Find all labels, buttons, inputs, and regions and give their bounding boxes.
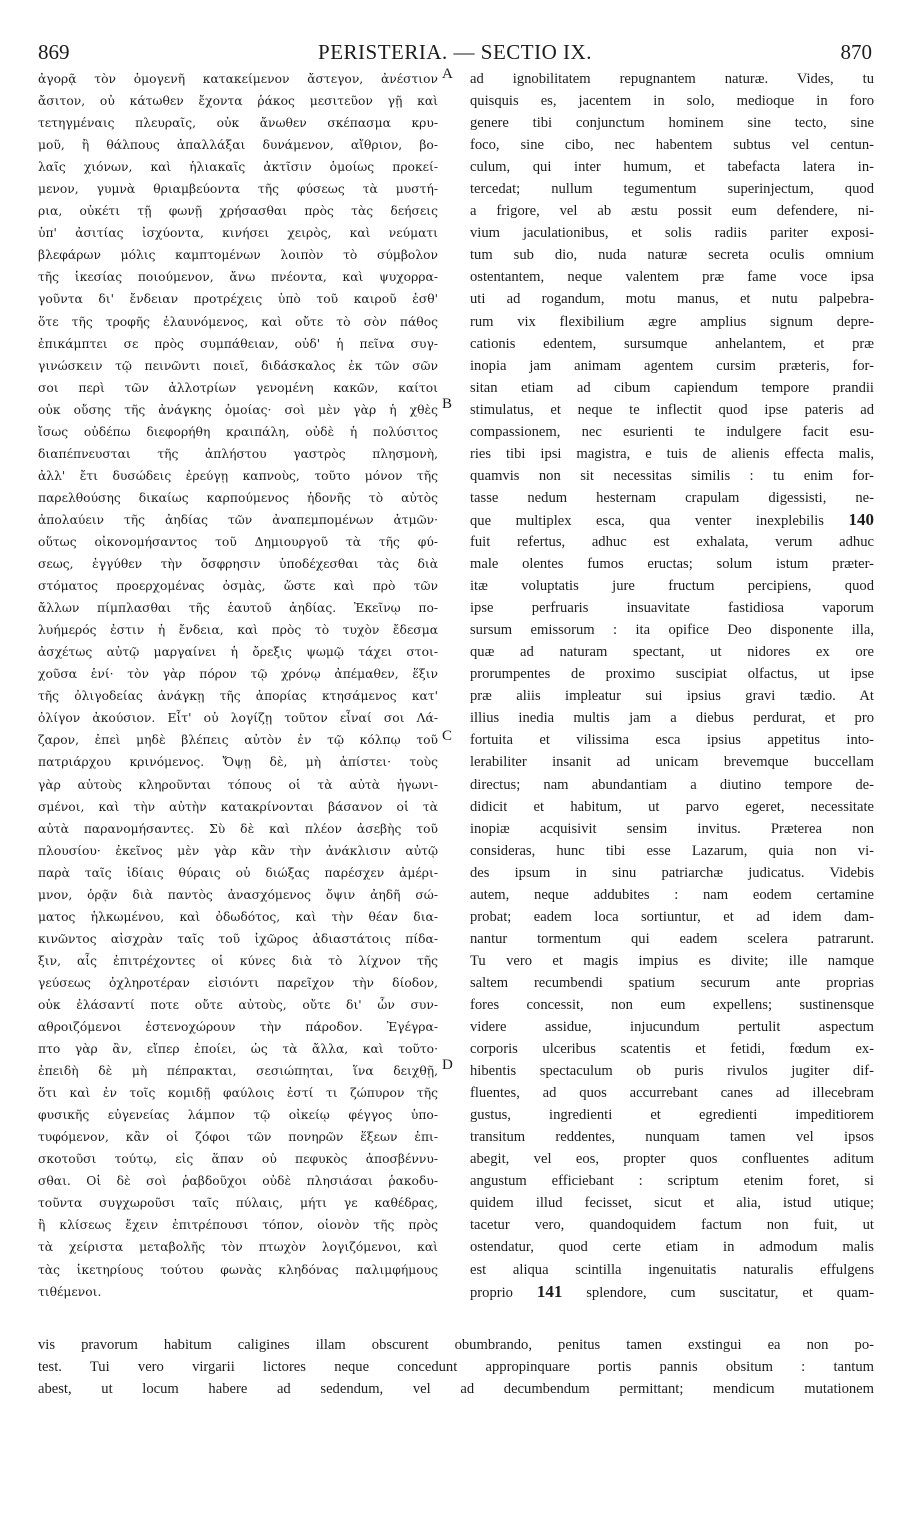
greek-line: ὑπ' ἀσιτίας ἰσχύοντα, κινήσει χειρὸς, καὶ νεύματι — [38, 226, 438, 241]
greek-line: ματος ἡλκωμένου, καὶ ὀδωδότος, καὶ τὴν θέαν δια- — [38, 909, 438, 924]
latin-line: lerabiliter insanit ad unicam brevemque buccellam — [470, 754, 874, 771]
greek-line: ζαρον, ἐπεὶ μηδὲ βλέπεις αὐτὸν ἐν τῷ κόλπῳ τοῦ — [38, 733, 438, 748]
latin-full-line: test. Tui vero virgarii lictores neque concedunt appropinquare portis pannis obsitum : tantum — [38, 1359, 874, 1376]
greek-line: διαπέπνευσται τῆς ἀπλήστου γαστρὸς πλησμονὴ, — [38, 446, 438, 461]
greek-line: τετηγμέναις πλευραῖς, οὐκ ἄνωθεν σκέπασμα κρυ- — [38, 116, 438, 131]
greek-line: σθαι. Οἱ δὲ σοὶ ῥαβδοῦχοι οὐδὲ πλησιάσαι ῥακοδυ- — [38, 1174, 438, 1189]
latin-line: sursum emissorum : ita opifice Deo disponente illa, — [470, 622, 874, 639]
greek-line: οὕτως οἰκονομήσαντος τοῦ Δημιουργοῦ τὰ τῆς φύ- — [38, 534, 438, 549]
greek-line: τιθέμενοι. — [38, 1284, 102, 1299]
greek-line: βλεφάρων μόλις καμπτομένων λοιπὸν τὸ σύμβολον — [38, 248, 438, 263]
greek-line: ἀλλ' ἔτι δυσώδεις ἐρεύγῃ καπνοὺς, τοῦτο μόνον τῆς — [38, 468, 438, 483]
section-marker-d: D — [442, 1057, 453, 1073]
latin-line: fluentes, ad quos accurrebant canes ad illecebram — [470, 1085, 874, 1102]
greek-line: ἢ κλίσεως ἔχειν ἐπιτρέπουσι τόπον, οἱονὸν τῆς πρὸς — [38, 1218, 438, 1233]
greek-line: τυφόμενον, κἂν οἱ ζόφοι τῶν πονηρῶν ἕξεων ἐπι- — [38, 1130, 438, 1145]
latin-line: a frigore, vel ab æstu possit eum defendere, ni- — [470, 203, 874, 220]
left-page-number: 869 — [38, 40, 70, 64]
latin-line: foco, sine cibo, nec habentem subtus vel centun- — [470, 137, 874, 154]
greek-line: χοῦσα ἑνί· τὸν γὰρ πόρον τῷ χρόνῳ ἀπέμαθεν, ἕξιν — [38, 667, 438, 682]
column-number-140: 140 — [848, 509, 874, 529]
latin-full-line: vis pravorum habitum caligines illam obscurent obumbrando, penitus tamen exstingui ea non po- — [38, 1337, 874, 1353]
greek-line: γοῦντα δι' ἔνδειαν προτρέχεις ὑπὸ τοῦ καιροῦ ἐσθ' — [38, 292, 438, 307]
greek-line: λυήμερός ἐστιν ἡ ἔνδεια, καὶ πρὸς τὸ τυχὸν ἔδεσμα — [38, 623, 438, 638]
latin-line: ad ignobilitatem repugnantem naturæ. Vides, tu — [470, 71, 874, 87]
greek-line: ὅτι καὶ ἐν τοῖς κομιδῇ φαύλοις ἐστί τι ζώπυρον τῆς — [38, 1086, 438, 1101]
latin-line: ostendatur, quod certe etiam in admodum malis — [470, 1239, 874, 1256]
latin-line: des ipsum in sinu patriarchæ judicatus. Videbis — [470, 864, 874, 881]
greek-text-column — [38, 68, 438, 1303]
greek-line: ἴσως οὐδέπω διεφορήθη κραιπάλη, οὐδὲ ἡ πολύσιτος — [38, 424, 438, 439]
greek-line: πτο γὰρ ἂν, εἴπερ ἐποίει, ὡς τὰ ἄλλα, καὶ τοῦτο· — [38, 1042, 438, 1057]
latin-line-text: que multiplex esca, qua venter inexplebilis — [470, 512, 824, 529]
greek-line: σοι περὶ τῶν ἀλλοτρίων γενομένη κακῶν, καίτοι — [38, 380, 438, 395]
latin-line: itæ voluptatis jure fructum percipiens, quod — [470, 578, 874, 595]
greek-line: ἀγορᾷ τὸν ὁμογενῆ κατακείμενον ἄστεγον, ἀνέστιον — [38, 72, 438, 86]
latin-line: quisquis es, jacentem in solo, medioque in foro — [470, 93, 874, 110]
greek-line: ὅτε τῆς τροφῆς ἐλαυνόμενος, καὶ οὔτε τὸ σὸν πάθος — [38, 314, 438, 329]
latin-line: tercedat; nullum tegumentum superinjectum, quod — [470, 181, 874, 198]
greek-line: ξιν, αἷς ἐπιτρέχοντες οἱ κύνες διὰ τὸ λίχνον τῆς — [38, 953, 438, 968]
greek-line: γεύσεως ὀχληροτέραν εἰσιόντι παρεῖχον τὴν δίοδον, — [38, 975, 438, 990]
latin-line: illius inedia multis jam a diebus perdurat, et pro — [470, 710, 874, 727]
column-number-141: 141 — [536, 1281, 563, 1301]
running-title: PERISTERIA. — SECTIO IX. — [318, 40, 592, 64]
latin-line: quamvis non sit necessitas similis : tu enim for- — [470, 467, 874, 484]
latin-line: sitan etiam ad cibum capiendum tempore prandii — [470, 379, 874, 396]
latin-line: inopiæ acquisivit sensim invitus. Præterea non — [470, 820, 874, 837]
greek-line: τοῦντα συγχωροῦσι ταῖς πύλαις, μήτι γε καθέδρας, — [38, 1196, 438, 1211]
latin-line: male olentes fumos eructas; solum istum præter- — [470, 556, 874, 573]
greek-line: οὐκ ἐλάσαντί ποτε οὔτε αὐτοὺς, οὔτε δι' ὧν συν- — [38, 997, 438, 1012]
latin-text-column — [470, 68, 874, 1303]
greek-line: φυσικῆς εὐγενείας λάμπον τῷ οἰκείῳ φέγγος ὑπο- — [38, 1108, 438, 1123]
latin-line: gustus, ingredienti et egredienti impeditiorem — [470, 1107, 874, 1124]
latin-line: fortuita et vilissima esca ipsius appetitus into- — [470, 732, 874, 749]
greek-line: ἄσιτον, οὐ κάτωθεν ἔχοντα ῥάκος μεσιτεῦον γῇ καὶ — [38, 94, 438, 109]
latin-line: fuit refertus, adhuc est exhalata, verum adhuc — [470, 533, 874, 550]
latin-line: transitum reddentes, nunquam tamen vel ipsos — [470, 1129, 874, 1146]
greek-line: σκοτοῦσι τούτῳ, εἰς ἅπαν οὐ πεφυκὸς ἀποσβέννυ- — [38, 1152, 438, 1167]
greek-line: γινώσκειν τῷ πεινῶντι ποιεῖ, διδάσκαλος ἐκ τῶν σῶν — [38, 358, 438, 373]
latin-line: prorumpentes de proximo suscipiat olfactus, ut ipse — [470, 666, 874, 683]
latin-line: est aliqua scintilla ingenuitatis naturalis effulgens — [470, 1261, 874, 1278]
greek-line: ἀπολαύειν τῆς ἀηδίας τῶν ἀναπεμπομένων ἀτμῶν· — [38, 512, 438, 527]
latin-line: directus; nam abundantiam a diutino tempore de- — [470, 776, 874, 793]
greek-line: μενον, γυμνὰ θριαμβεύοντα τῆς φύσεως τὰ μυστή- — [38, 182, 438, 197]
latin-line: didicit et habitum, ut parvo egeret, necessitate — [470, 798, 874, 815]
greek-line: ἐπικάμπτει σε πρὸς συμπάθειαν, οὐδ' ἡ πεῖνα συγ- — [38, 336, 438, 351]
greek-line: στόματος προερχομένας ὀσμὰς, ὥστε καὶ πρὸ τῶν — [38, 579, 438, 594]
latin-full-width-lines — [38, 1334, 874, 1400]
latin-line: quæ ad naturam spectant, ut nidores ex ore — [470, 644, 874, 661]
greek-line: τῆς ὀλιγοδείας ἀνάγκῃ τῆς ἀπορίας κτησάμενος κατ' — [38, 689, 438, 704]
greek-line: πλουσίου· ἐκεῖνος μὲν γὰρ κἂν τὴν ἀνάκλισιν αὐτῷ — [38, 843, 438, 858]
latin-line: ipse perfruaris insuavitate fastidiosa vaporum — [470, 600, 874, 617]
latin-line: rum vix flexibilium ægre amplius signum depre- — [470, 313, 874, 330]
latin-line: nantur tormentum qui eadem scelera patrarunt. — [470, 930, 874, 947]
section-marker-c: C — [442, 728, 453, 744]
greek-line: ἀσχέτως αὐτῷ μαργαίνει ἡ ὄρεξις ψωμῷ τάχει στοι- — [38, 645, 438, 660]
greek-line: μνον, ὁρᾷν διὰ παντὸς ἀνασχόμενος ὄψιν ἀηδῆ σώ- — [38, 887, 438, 902]
greek-line: παρελθούσης δικαίως καρπούμενος ἡδονῆς τὸ αὐτὸς — [38, 490, 438, 505]
latin-line: compassionem, nec esurienti te indulgere facit esu- — [470, 423, 874, 440]
latin-line-text: proprio — [470, 1284, 513, 1301]
latin-line: fores concessit, non eum expellens; sustinensque — [470, 996, 874, 1013]
latin-line: abegit, vel eos, propter quos confluentes aditum — [470, 1151, 874, 1168]
latin-line: hibentis spectaculum ob puris rivulos jugiter dif- — [470, 1063, 874, 1080]
latin-line: tasse nedum hesternam crapulam digessisti, ne- — [470, 489, 874, 506]
greek-line: τὰς ἱκετηρίους τούτου φωνὰς κληδόνας παλιμφήμους — [38, 1262, 438, 1277]
latin-line: stimulatus, et neque te inflectit quod ipse pateris ad — [470, 401, 874, 418]
latin-line: videre assidue, injucundum pertulit aspectum — [470, 1019, 874, 1036]
latin-line: angustum efficiebant : scriptum etenim foret, si — [470, 1173, 874, 1190]
greek-line: τῆς ἱκεσίας ποιούμενον, ἄνω πνέοντα, καὶ ψυχορρα- — [38, 270, 438, 285]
latin-line: inopia jam animam agentem cursim præteris, for- — [470, 357, 874, 374]
latin-line: uti ad rogandum, motu manus, et nutu palpebra- — [470, 291, 874, 308]
latin-line: ries tibi ipsi magistra, e tuis de alienis effecta malis, — [470, 445, 874, 462]
latin-line: probat; eadem loca sortiuntur, et ad idem dam- — [470, 908, 874, 925]
latin-line: quidem illud fecisset, sicut et alia, istud utique; — [470, 1195, 874, 1212]
page-header — [38, 40, 872, 66]
latin-line: genere tibi conjunctum hominem sine tecto, sine — [470, 115, 874, 132]
greek-line: γὰρ αὐτοὺς κληροῦνται τόπους οἱ τὰ αὐτὰ ἠγωνι- — [38, 777, 438, 792]
latin-line: Tu vero et magis impius es divite; ille namque — [470, 952, 874, 969]
latin-full-line: abest, ut locum habere ad sedendum, vel ad decumbendum permittant; mendicum mutationem — [38, 1381, 874, 1398]
latin-line: culum, qui inter humum, et tabefacta latera in- — [470, 159, 874, 176]
right-page-number: 870 — [840, 40, 872, 64]
greek-line: παρὰ ταῖς ἰδίαις θύραις οὐ διώξας παρέσχεν ἀμέρι- — [38, 865, 438, 880]
greek-line: σεως, ἐγγύθεν τὴν ὄσφρησιν ὑποδέχεσθαι τὰς διὰ — [38, 557, 438, 572]
greek-line: κινῶντος αἰσχρὰν ταῖς τοῦ ἰχῶρος ἀδιαστάτοις πίδα- — [38, 931, 438, 946]
latin-line: consideras, hunc tibi esse Lazarum, quia non vi- — [470, 842, 874, 859]
greek-line: σμένοι, καὶ τὴν αὐτὴν κατακρίνονται βάσανον οἱ τὰ — [38, 799, 438, 814]
latin-line: cationis edentem, sursumque anhelantem, et præ — [470, 335, 874, 352]
greek-line: λαῖς χιόνων, καὶ ἡλιακαῖς ἀκτῖσιν ὁμοίως προκεί- — [38, 160, 438, 175]
greek-line: πατριάρχου κρινόμενος. Ὄψῃ δὲ, μὴ ἀπίστει· τοὺς — [38, 755, 438, 770]
latin-line: tum sub dio, nuda naturæ secreta oculis omnium — [470, 247, 874, 264]
latin-line: vium jaculationibus, et solis radiis pariter exposi- — [470, 225, 874, 242]
greek-line: ὀλίγον ἀκούσιον. Εἶτ' οὐ λογίζῃ τοῦτον εἶναί σοι Λά- — [38, 711, 438, 726]
section-marker-a: A — [442, 66, 453, 82]
greek-line: ἐπειδὴ δὲ μὴ πέπρακται, σεσιώπηται, ἵνα δειχθῇ, — [38, 1064, 438, 1079]
greek-line: οὐκ οὔσης τῆς ἀνάγκης ὁμοίας· σοὶ μὲν γὰρ ἡ χθὲς — [38, 402, 438, 417]
greek-line: αθροιζόμενοι ἐστενοχώρουν τὴν πάροδον. Ἐγέγρα- — [38, 1020, 438, 1035]
greek-line: μοῦ, ἢ θάλπους ἀπαλλάξαι δυνάμενον, αἴθριον, βο- — [38, 138, 438, 153]
latin-line: tacetur vero, quandoquidem factum non fuit, ut — [470, 1217, 874, 1234]
latin-line: saltem recumbendi spatium securum ante proprias — [470, 974, 874, 991]
latin-line: corporis ulceribus scatentis et fetidi, fœdum ex- — [470, 1041, 874, 1058]
greek-line: αὐτὰ παρανομήσαντες. Σὺ δὲ καὶ πλέον ἀσεβὴς τοῦ — [38, 821, 438, 836]
latin-line: præ aliis impleatur sui ipsius gravi tædio. At — [470, 688, 874, 705]
greek-line: ρια, οὐκέτι τῇ φωνῇ χρήσασθαι πρὸς τὰς δεήσεις — [38, 204, 438, 219]
latin-line — [470, 1281, 874, 1303]
latin-line: autem, neque addubites : nam eodem certamine — [470, 886, 874, 903]
latin-line — [470, 509, 874, 531]
greek-line: ἄλλων πίμπλασθαι τῆς ἑαυτοῦ ἀηδίας. Ἐκεῖνῳ πο- — [38, 601, 438, 616]
latin-line-tail: splendore, cum suscitatur, et quam- — [586, 1284, 874, 1301]
latin-line: ostentantem, neque valentem præ fame voce ipsa — [470, 269, 874, 286]
greek-line: τὰ χείριστα μεταβολῆς τὸν πτωχὸν λογιζόμενοι, καὶ — [38, 1240, 438, 1255]
section-marker-b: B — [442, 396, 453, 412]
